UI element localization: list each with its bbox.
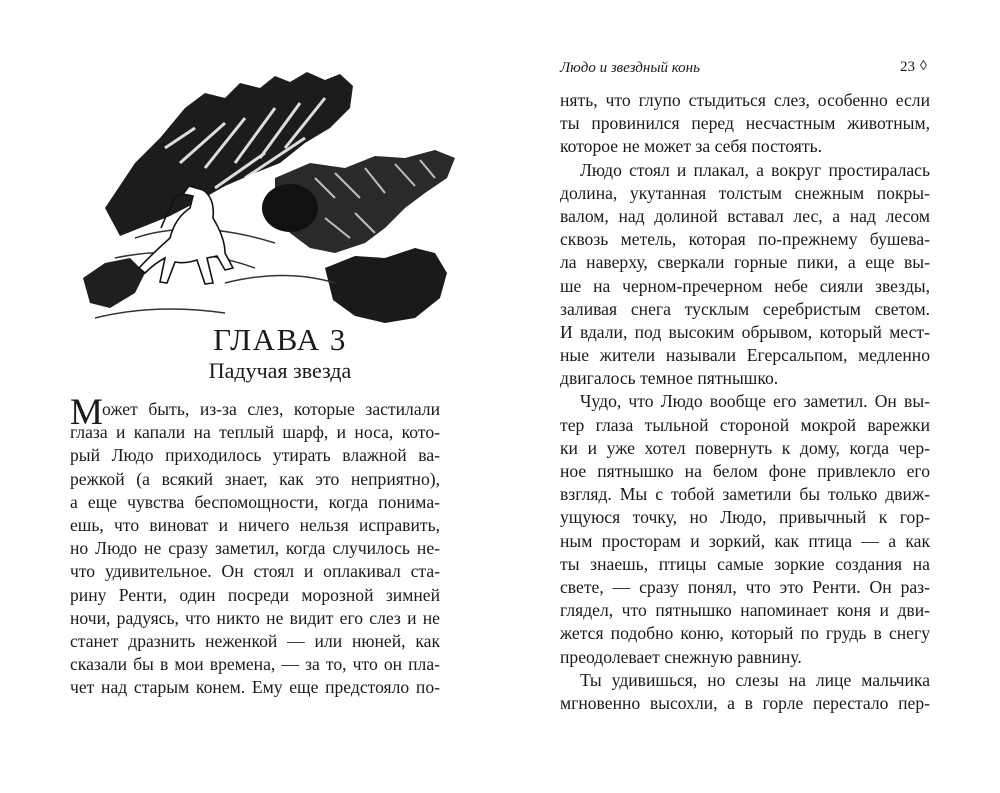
running-title: Людо и звездный конь <box>560 60 700 76</box>
foreground-left <box>83 258 145 308</box>
text-line: рый Людо приходилось утирать влажной ва- <box>70 445 440 466</box>
text-line: что удивительное. Он стоял и оплакивал ста- <box>70 561 440 582</box>
text-line: взгляд. Мы с тобой заметили бы только движ- <box>560 484 930 505</box>
text-line: ты знаешь, птицы самые зоркие создания на <box>560 553 930 574</box>
dropcap-letter: М <box>70 392 103 433</box>
text-line: заливая снега тусклым серебристым светом. <box>560 298 930 319</box>
text-line: валом, над долиной вставал лес, а над лесом <box>560 205 930 226</box>
diamond-ornament-icon: ◊ <box>920 59 927 74</box>
text-line: Ты удивишься, но слезы на лице мальчика <box>580 669 930 690</box>
text-line: двигалось темное пятнышко. <box>560 368 779 389</box>
text-line: чет над старым конем. Ему еще предстояло по- <box>70 677 440 698</box>
text-line: глаза и капали на теплый шарф, и носа, кото- <box>70 422 440 443</box>
text-line: ешь, что виноват и ничего нельзя исправить, <box>70 514 440 535</box>
boulder <box>262 184 318 232</box>
text-line: ное пятнышко на белом фоне привлекло его <box>560 461 930 481</box>
text-line: ным просторам и зоркий, как птица — а как <box>560 530 930 551</box>
text-line: но Людо не сразу заметил, когда случилось не- <box>70 538 440 559</box>
chapter-title: Падучая звезда <box>208 358 352 383</box>
chapter-number: ГЛАВА 3 <box>213 322 347 357</box>
text-line: ла наверху, сверкали горные пики, а еще вы- <box>560 252 930 273</box>
page-number: 23 <box>900 59 915 75</box>
text-line: станет дразнить неженкой — или нюней, как <box>70 630 440 651</box>
text-line: рину Ренти, один посреди морозной зимней <box>70 584 440 605</box>
text-line: жется подобно коню, который по грудь в снегу <box>560 623 930 644</box>
mountain-horse-illustration <box>75 68 470 330</box>
text-line: тер глаза тыльной стороной мокрой варежки <box>560 414 930 435</box>
text-line: которое не может за себя постоять. <box>560 136 822 157</box>
text-line: И вдали, под высоким обрывом, который мест- <box>560 321 930 342</box>
text-line: ки и уже хотел повернуть к дому, когда чер- <box>560 437 930 458</box>
text-line: а еще чувства беспомощности, когда понима- <box>70 491 440 512</box>
text-line: Чудо, что Людо вообще его заметил. Он вы- <box>580 391 930 412</box>
text-line: ночи, радуясь, что никто не видит его слез и не <box>70 607 440 628</box>
text-line: ущуюся точку, но Людо, привычный к гор- <box>560 507 930 528</box>
text-line: ожет быть, из-за слез, которые застилали <box>102 399 440 419</box>
text-line: свете, — сразу понял, что это Ренти. Он раз- <box>560 576 930 597</box>
text-line: ты провинился перед несчастным животным, <box>560 113 930 134</box>
text-line: нять, что глупо стыдиться слез, особенно если <box>560 90 930 110</box>
text-line: Людо стоял и плакал, а вокруг простиралась <box>580 159 930 180</box>
text-line: глядел, что пятнышко напоминает коня и дви- <box>560 600 930 621</box>
text-line: ше на черном-пречерном небе сияли звезды, <box>560 275 930 296</box>
text-line: ные жители называли Егерсальпом, медленно <box>560 345 930 366</box>
right-page-text <box>560 89 930 715</box>
foreground-rocks <box>325 248 447 323</box>
text-line: режкой (а всякий знает, как это неприятно), <box>70 468 440 489</box>
left-page-text <box>70 392 440 699</box>
text-line: долина, укутанная толстым снежным покры- <box>560 182 930 203</box>
text-line: сквозь метель, которая по-прежнему бушева- <box>560 229 930 250</box>
text-line: сказали бы в мои времена, — за то, что он пла- <box>70 654 440 675</box>
text-line: преодолевает снежную равнину. <box>560 646 802 667</box>
text-line: мгновенно высохли, а в горле перестало пер- <box>560 692 930 713</box>
